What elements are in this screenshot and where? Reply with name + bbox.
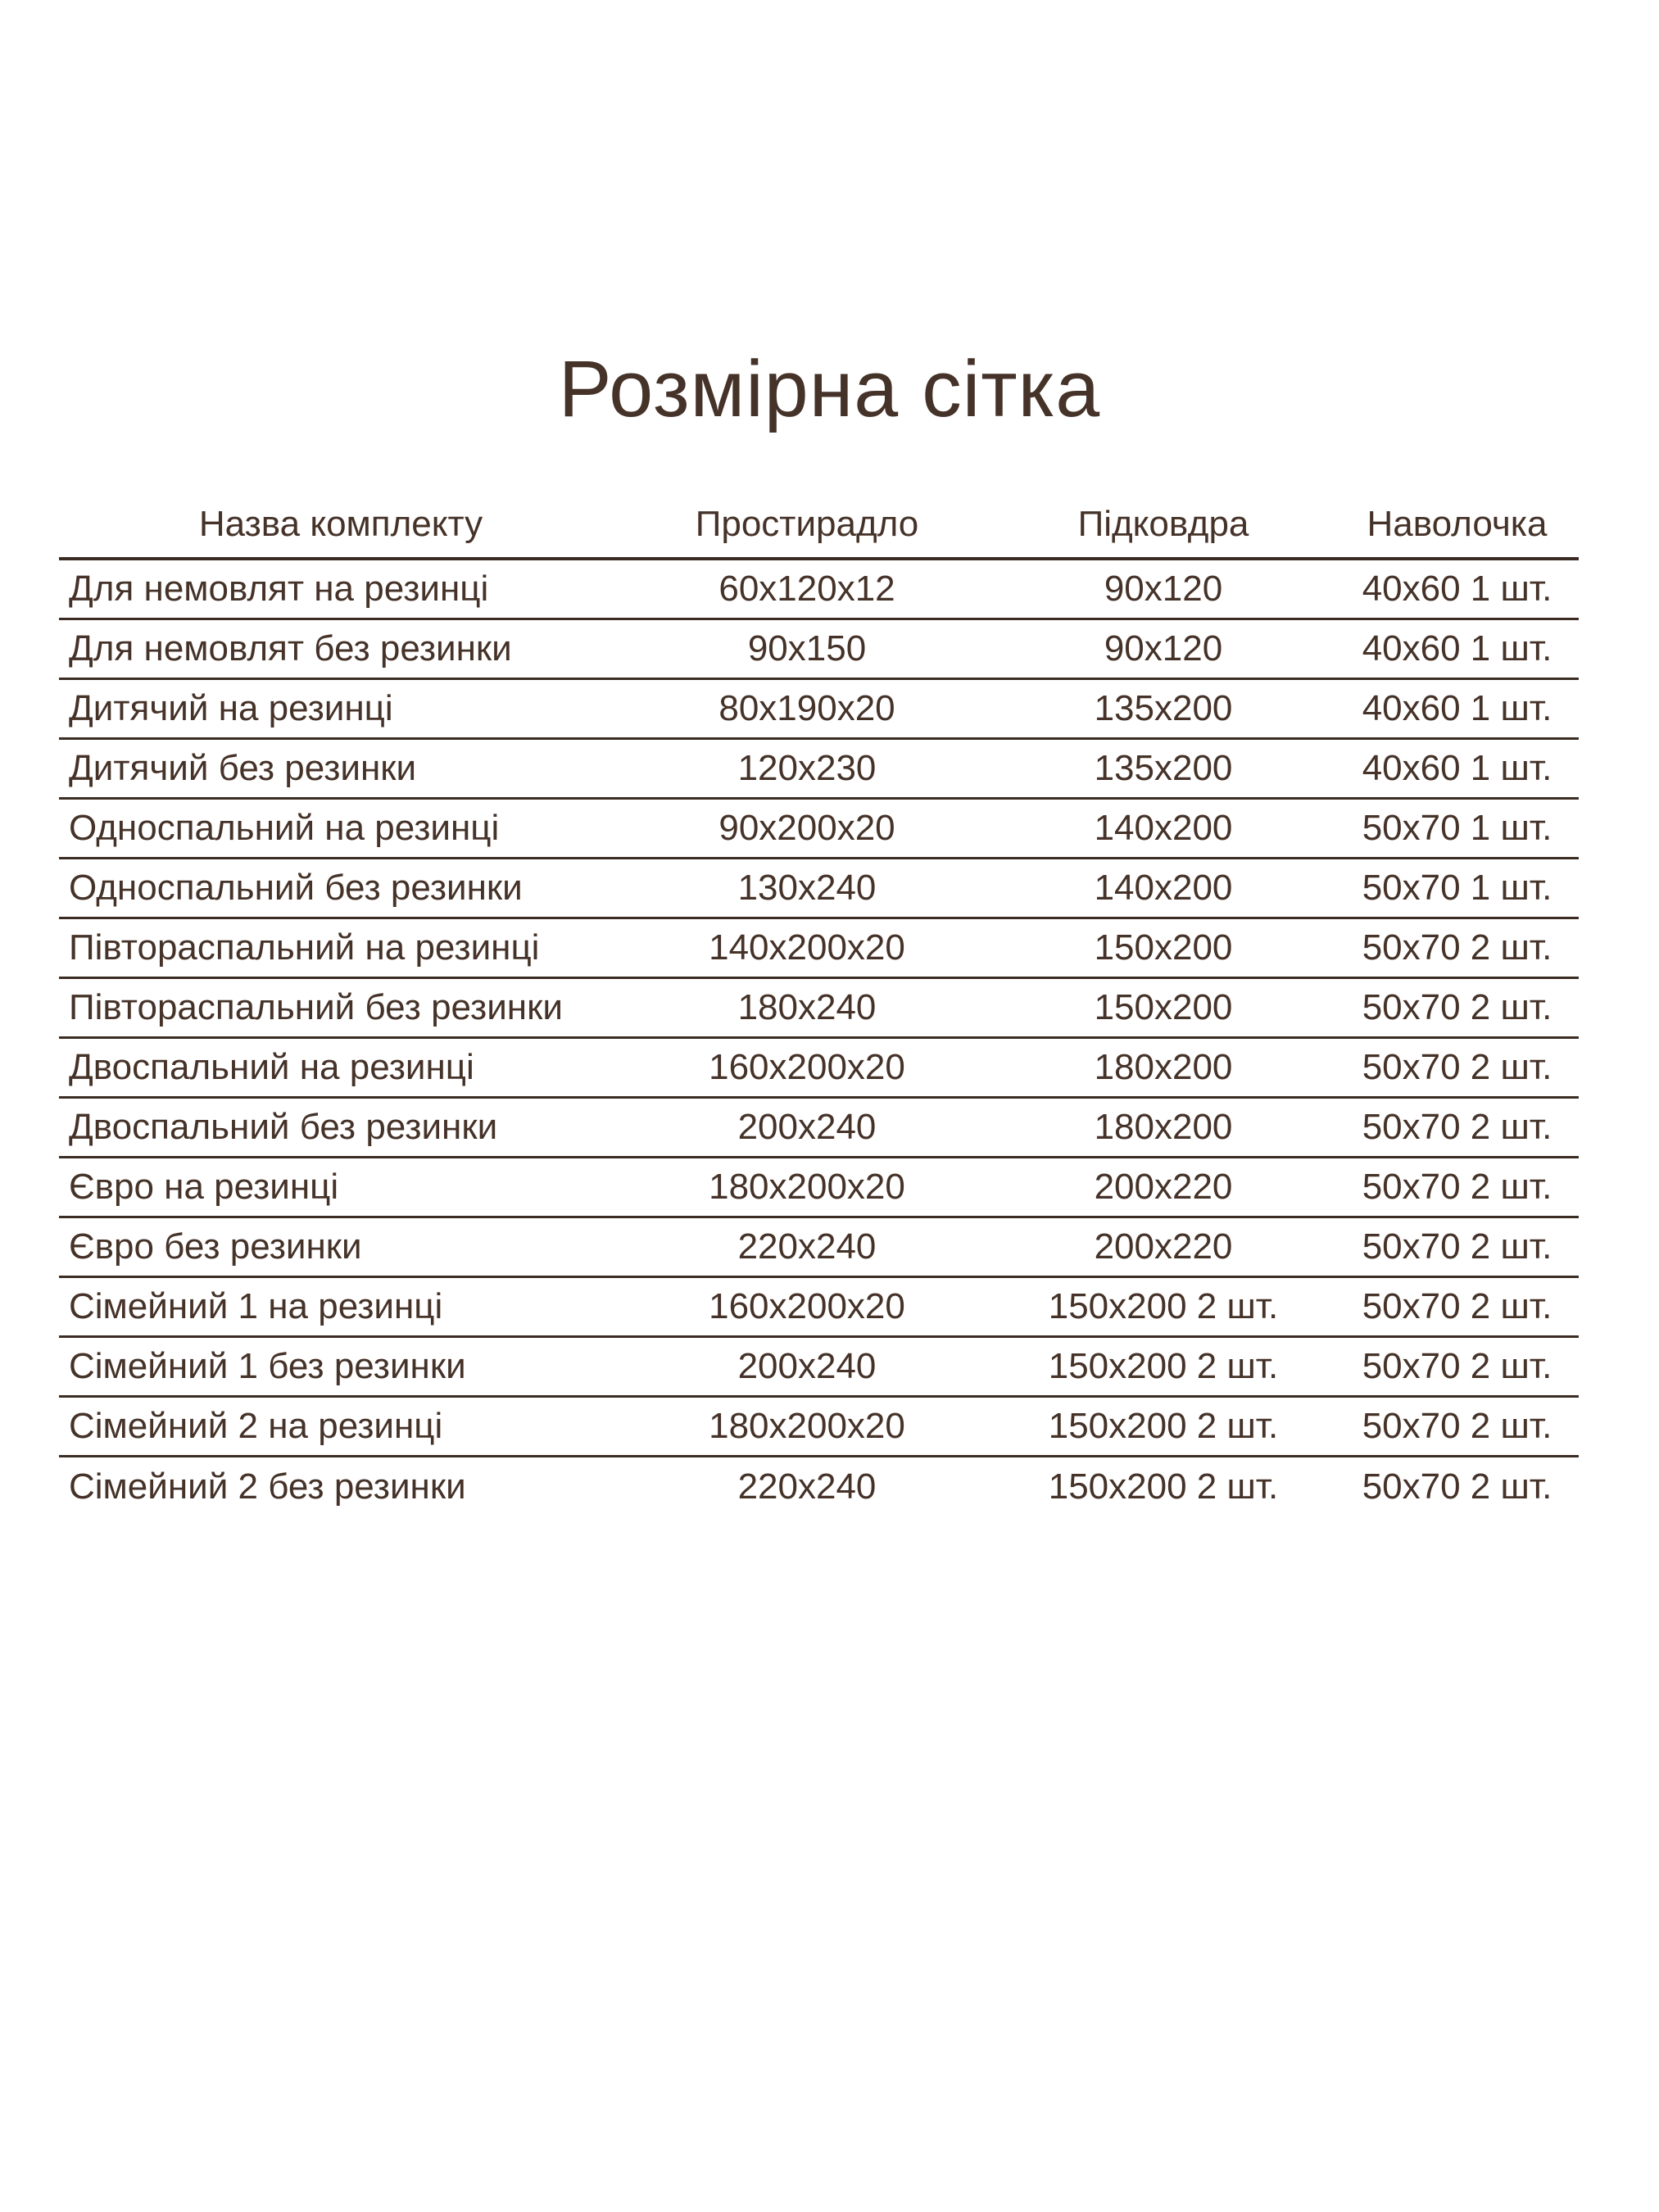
cell-pillowcase: 50х70 2 шт. <box>1335 1336 1579 1396</box>
cell-set-name: Сімейний 2 без резинки <box>69 1466 466 1507</box>
cell-duvet-cover: 180х200 <box>991 1037 1335 1097</box>
cell-pillowcase: 50х70 1 шт. <box>1335 858 1579 918</box>
cell-set-name: Для немовлят без резинки <box>59 619 623 678</box>
cell-duvet-cover: 150х200 2 шт. <box>1048 1466 1279 1507</box>
cell-pillowcase: 50х70 2 шт. <box>1335 918 1579 977</box>
cell-duvet-cover: 150х200 <box>991 918 1335 977</box>
cell-sheet: 200х240 <box>623 1336 991 1396</box>
cell-duvet-cover: 150х200 2 шт. <box>991 1336 1335 1396</box>
table-row <box>59 738 1579 798</box>
cell-duvet-cover: 135х200 <box>991 678 1335 738</box>
cell-duvet-cover: 90х120 <box>991 619 1335 678</box>
table-row <box>59 1456 1579 1516</box>
cell-sheet: 90х200х20 <box>623 798 991 858</box>
cell-duvet-cover: 90х120 <box>991 559 1335 619</box>
cell-set-name: Двоспальний на резинці <box>59 1037 623 1097</box>
cell-sheet: 220х240 <box>623 1217 991 1276</box>
table-row <box>59 858 1579 918</box>
cell-set-name: Односпальний без резинки <box>59 858 623 918</box>
cell-pillowcase: 50х70 1 шт. <box>1335 798 1579 858</box>
cell-pillowcase: 50х70 2 шт. <box>1362 1466 1552 1507</box>
cell-set-name: Двоспальний без резинки <box>59 1097 623 1157</box>
cell-sheet: 120х230 <box>623 738 991 798</box>
cell-pillowcase: 40х60 1 шт. <box>1335 678 1579 738</box>
cell-pillowcase: 50х70 2 шт. <box>1335 1097 1579 1157</box>
cell-pillowcase: 50х70 2 шт. <box>1335 1037 1579 1097</box>
cell-pillowcase: 40х60 1 шт. <box>1335 738 1579 798</box>
cell-pillowcase: 50х70 2 шт. <box>1335 1396 1579 1456</box>
header-cell-pillowcase: Наволочка <box>1335 492 1579 559</box>
table-header-row <box>59 492 1579 559</box>
cell-set-name: Дитячий без резинки <box>59 738 623 798</box>
cell-sheet: 180х200х20 <box>623 1157 991 1217</box>
table-row <box>59 798 1579 858</box>
table-row <box>59 1097 1579 1157</box>
table-row <box>59 1037 1579 1097</box>
cell-set-name: Сімейний 1 на резинці <box>59 1276 623 1336</box>
cell-set-name: Сімейний 1 без резинки <box>59 1336 623 1396</box>
cell-sheet: 60х120х12 <box>623 559 991 619</box>
table-body <box>59 559 1579 1516</box>
table-row <box>59 1336 1579 1396</box>
table-row <box>59 678 1579 738</box>
cell-duvet-cover: 200х220 <box>991 1157 1335 1217</box>
size-table <box>59 492 1579 1516</box>
cell-sheet: 200х240 <box>623 1097 991 1157</box>
cell-sheet: 80х190х20 <box>623 678 991 738</box>
table-row <box>59 1217 1579 1276</box>
header-cell-set-name: Назва комплекту <box>59 492 623 559</box>
cell-duvet-cover: 140х200 <box>991 858 1335 918</box>
table-row <box>59 1276 1579 1336</box>
cell-duvet-cover: 180х200 <box>991 1097 1335 1157</box>
cell-set-name: Для немовлят на резинці <box>59 559 623 619</box>
cell-set-name: Дитячий на резинці <box>59 678 623 738</box>
cell-sheet: 180х240 <box>623 977 991 1037</box>
cell-set-name: Євро без резинки <box>59 1217 623 1276</box>
table-row <box>59 619 1579 678</box>
cell-sheet: 160х200х20 <box>623 1276 991 1336</box>
cell-set-name: Сімейний 2 на резинці <box>59 1396 623 1456</box>
table-row <box>59 918 1579 977</box>
table-row <box>59 1157 1579 1217</box>
cell-pillowcase: 50х70 2 шт. <box>1335 1276 1579 1336</box>
cell-duvet-cover: 150х200 <box>991 977 1335 1037</box>
cell-pillowcase: 50х70 2 шт. <box>1335 1217 1579 1276</box>
page-title: Розмірна сітка <box>558 344 1101 433</box>
cell-set-name: Євро на резинці <box>59 1157 623 1217</box>
cell-sheet: 90х150 <box>623 619 991 678</box>
cell-duvet-cover: 140х200 <box>991 798 1335 858</box>
cell-duvet-cover: 150х200 2 шт. <box>991 1276 1335 1336</box>
cell-duvet-cover: 200х220 <box>991 1217 1335 1276</box>
table-row <box>59 977 1579 1037</box>
cell-pillowcase: 50х70 2 шт. <box>1335 977 1579 1037</box>
cell-pillowcase: 40х60 1 шт. <box>1335 619 1579 678</box>
cell-set-name: Півтораспальний на резинці <box>59 918 623 977</box>
cell-sheet: 180х200х20 <box>623 1396 991 1456</box>
cell-sheet: 220х240 <box>737 1466 877 1507</box>
cell-set-name: Односпальний на резинці <box>59 798 623 858</box>
cell-pillowcase: 40х60 1 шт. <box>1335 559 1579 619</box>
cell-set-name: Півтораспальний без резинки <box>59 977 623 1037</box>
table-row <box>59 559 1579 619</box>
cell-pillowcase: 50х70 2 шт. <box>1335 1157 1579 1217</box>
cell-sheet: 140х200х20 <box>623 918 991 977</box>
cell-sheet: 160х200х20 <box>623 1037 991 1097</box>
header-cell-duvet-cover: Підковдра <box>991 492 1335 559</box>
cell-sheet: 130х240 <box>623 858 991 918</box>
header-cell-sheet: Простирадло <box>623 492 991 559</box>
cell-duvet-cover: 150х200 2 шт. <box>991 1396 1335 1456</box>
cell-duvet-cover: 135х200 <box>991 738 1335 798</box>
table-row <box>59 1396 1579 1456</box>
